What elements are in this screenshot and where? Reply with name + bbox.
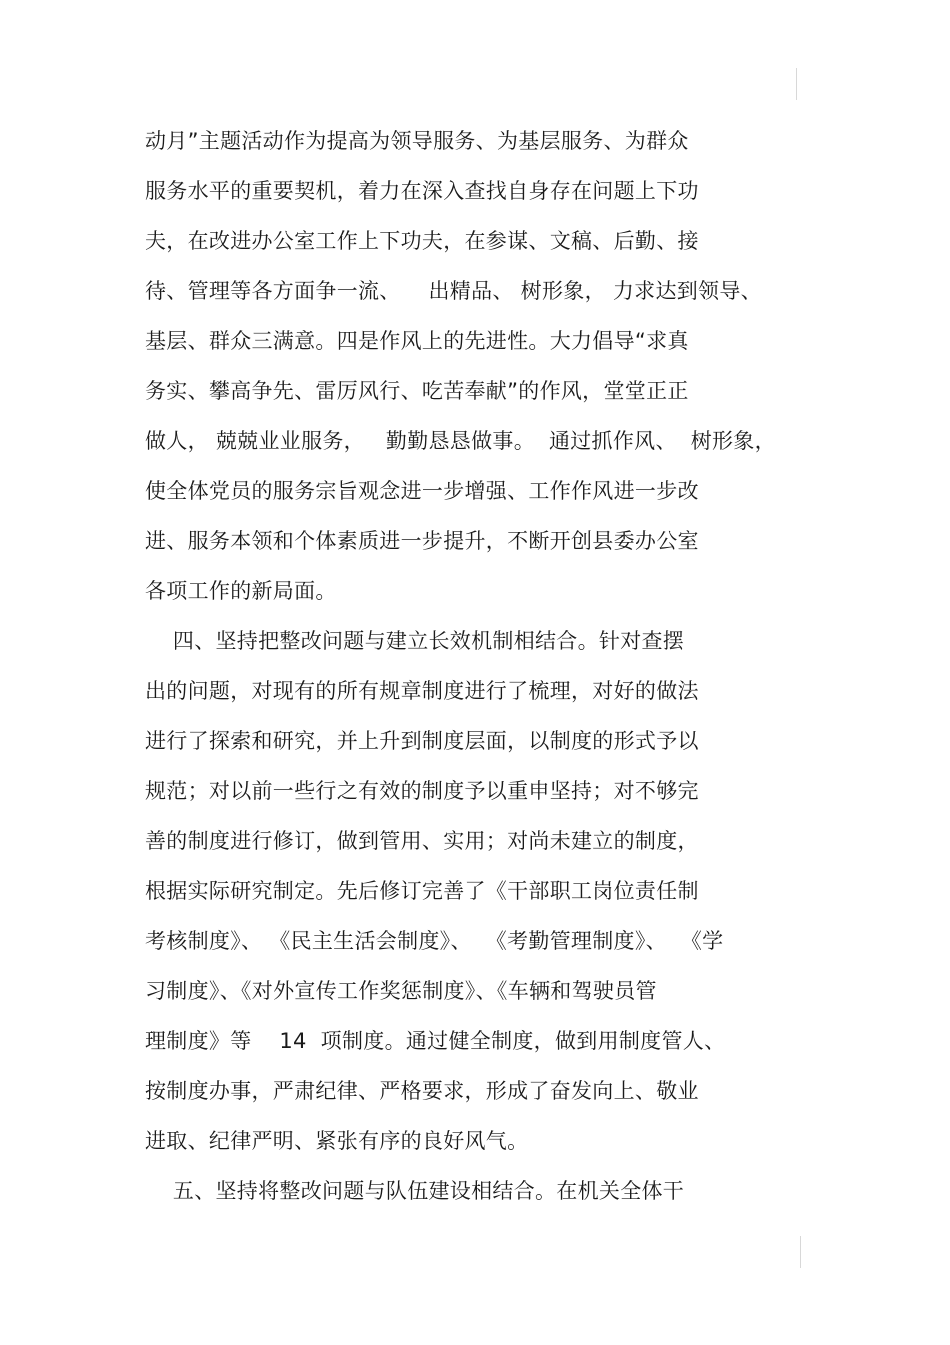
text-line: 进、服务本领和个体素质进一步提升，不断开创县委办公室	[145, 529, 699, 553]
page-edge-mark-top	[796, 68, 797, 100]
text-line: 待、管理等各方面争一流、 出精品、 树形象， 力求达到领导、	[145, 279, 762, 303]
text-line: 理制度》等 14 项制度。通过健全制度，做到用制度管人、	[145, 1029, 726, 1053]
text-line: 夫，在改进办公室工作上下功夫，在参谋、文稿、后勤、接	[145, 229, 699, 253]
text-line: 五、坚持将整改问题与队伍建设相结合。在机关全体干	[145, 1179, 685, 1203]
text-line: 进取、纪律严明、紧张有序的良好风气。	[145, 1129, 529, 1153]
text-line: 规范；对以前一些行之有效的制度予以重申坚持；对不够完	[145, 779, 699, 803]
text-line: 各项工作的新局面。	[145, 579, 337, 603]
text-line: 服务水平的重要契机，着力在深入查找自身存在问题上下功	[145, 179, 699, 203]
text-line: 进行了探索和研究，并上升到制度层面，以制度的形式予以	[145, 729, 699, 753]
text-line: 出的问题，对现有的所有规章制度进行了梳理，对好的做法	[145, 679, 699, 703]
text-line: 务实、攀高争先、雷厉风行、吃苦奉献”的作风，堂堂正正	[145, 379, 689, 403]
text-line: 做人， 兢兢业业服务， 勤勤恳恳做事。 通过抓作风、 树形象，	[145, 429, 776, 453]
text-line: 习制度》、《对外宣传工作奖惩制度》、《车辆和驾驶员管	[145, 979, 657, 1003]
text-line: 基层、群众三满意。四是作风上的先进性。大力倡导“求真	[145, 329, 689, 353]
text-line: 动月”主题活动作为提高为领导服务、为基层服务、为群众	[145, 129, 689, 153]
body-text	[145, 123, 825, 1223]
text-line: 根据实际研究制定。先后修订完善了《干部职工岗位责任制	[145, 879, 699, 903]
text-line: 考核制度》、 《民主生活会制度》、 《考勤管理制度》、 《学	[145, 929, 724, 953]
page-edge-mark-bottom	[800, 1236, 801, 1268]
text-line: 四、坚持把整改问题与建立长效机制相结合。针对查摆	[145, 629, 685, 653]
text-line: 善的制度进行修订，做到管用、实用；对尚未建立的制度，	[145, 829, 699, 853]
text-line: 使全体党员的服务宗旨观念进一步增强、工作作风进一步改	[145, 479, 699, 503]
text-line: 按制度办事，严肃纪律、严格要求，形成了奋发向上、敬业	[145, 1079, 699, 1103]
